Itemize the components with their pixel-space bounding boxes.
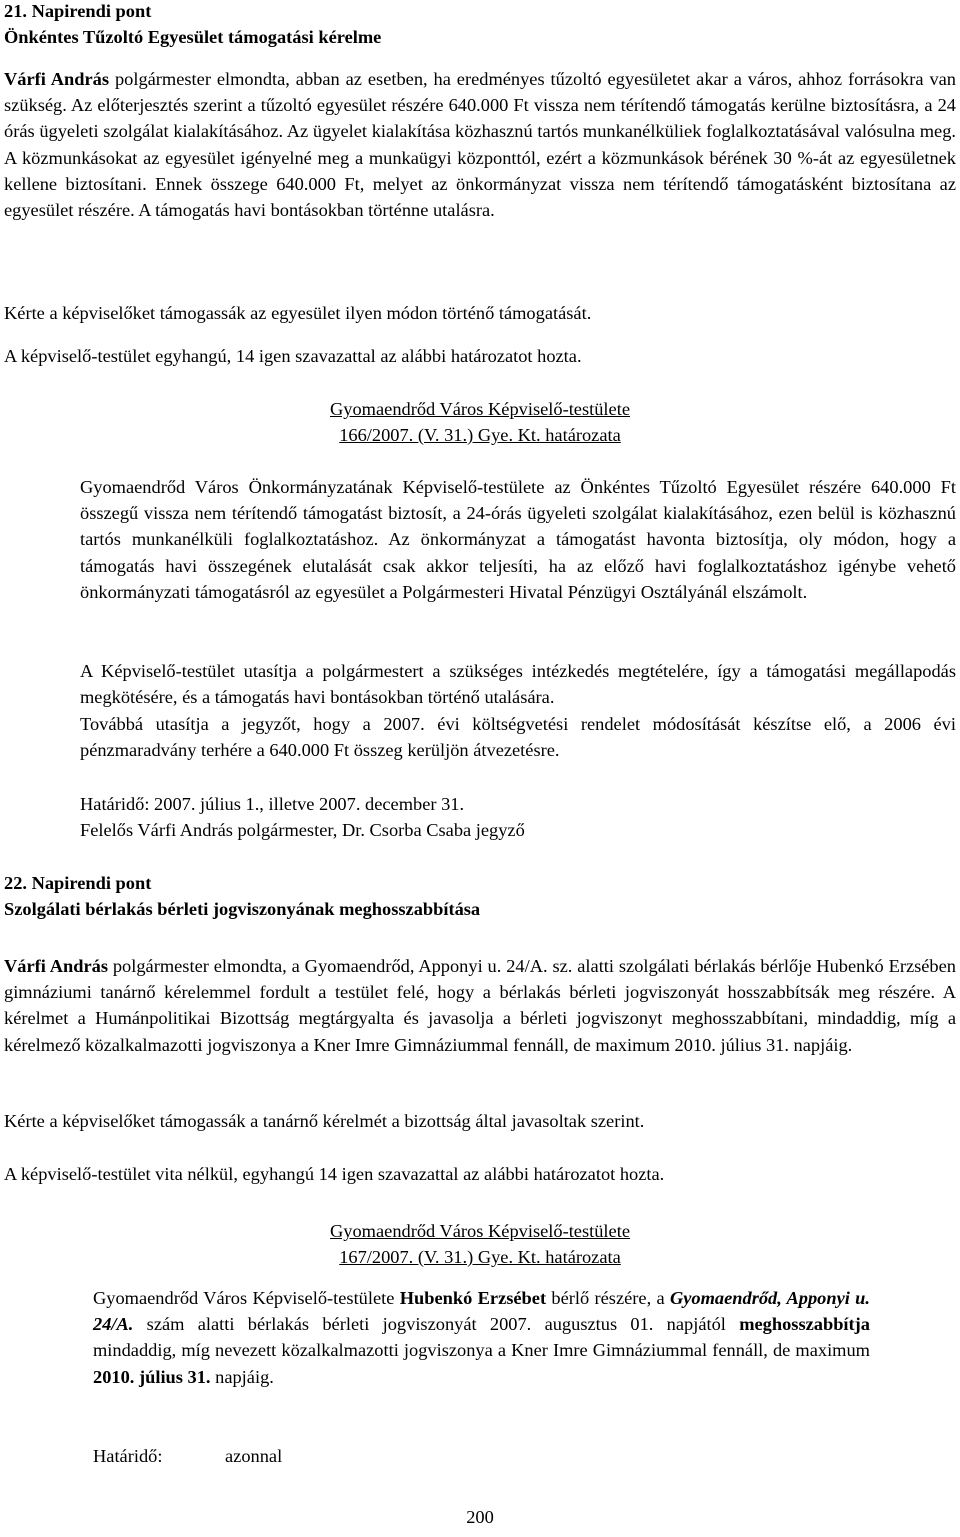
- page-number: 200: [466, 1507, 494, 1527]
- maximum-date: 2010. július 31.: [93, 1366, 211, 1387]
- resolution-167-body: Gyomaendrőd Város Képviselő-testülete: [330, 1221, 630, 1241]
- resolution-text-part: napjáig.: [210, 1366, 274, 1387]
- item21-vote: A képviselő-testület egyhangú, 14 igen szavazattal az alábbi határozatot hozta.: [4, 346, 582, 366]
- item22-request: Kérte a képviselőket támogassák a tanárnő kérelmét a bizottság által javasoltak szerint.: [4, 1111, 645, 1131]
- item21-request: Kérte a képviselőket támogassák az egyesület ilyen módon történő támogatását.: [4, 303, 592, 323]
- resolution-167-deadline-label: Határidő:: [93, 1446, 163, 1466]
- extension-verb: meghosszabbítja: [739, 1314, 870, 1335]
- resolution-166-number: 166/2007. (V. 31.) Gye. Kt. határozata: [339, 425, 621, 445]
- resolution-text-part: Gyomaendrőd Város Képviselő-testülete: [93, 1288, 400, 1308]
- resolution-167-number: 167/2007. (V. 31.) Gye. Kt. határozata: [339, 1247, 621, 1267]
- item22-title: Szolgálati bérlakás bérleti jogviszonyának meghosszabbítása: [4, 899, 481, 919]
- item22-vote: A képviselő-testület vita nélkül, egyhangú 14 igen szavazattal az alábbi határozatot hozta.: [4, 1164, 665, 1184]
- resolution-166-para-3: Továbbá utasítja a jegyzőt, hogy a 2007. évi költségvetési rendelet módosítását készítse elő, a 2006 évi pénzmaradvány terhére a 640.000 Ft összeg kerüljön átvezetésre.: [80, 714, 956, 761]
- resolution-166-deadline: Határidő: 2007. július 1., illetve 2007. december 31.: [80, 794, 465, 814]
- item21-intro-text: polgármester elmondta, abban az esetben, ha eredményes tűzoltó egyesületet akar a város, ahhoz forrásokra van szükség. Az előterjesztés szerint a tűzoltó egyesület részére 640.000 Ft vissza nem térítendő támogatás kerülne biztosításra, a 24 órás ügyeleti szolgálat kialakításához. Az ügyelet kialakítása közhasznú tartós munkanélküliek foglalkoztatásával valósulna meg. A közmunkásokat az egyesület igényelné meg a munkaügyi központtól, ezért a közmunkások bérének 30 %-át az egyesületnek kellene biztosítani. Ennek összege 640.000 Ft, melyet az önkormányzat vissza nem térítendő támogatásként biztosítana az egyesület részére. A támogatás havi bontásokban történne utalásra.: [4, 69, 956, 221]
- resolution-166-para-1: Gyomaendrőd Város Önkormányzatának Képviselő-testülete az Önkéntes Tűzoltó Egyesület részére 640.000 Ft összegű vissza nem térítendő támogatást biztosít, a 24-órás ügyeleti szolgálat kialakításához, ezen belül is közhasznú tartós munkanélküli foglalkoztatáshoz. Az önkormányzat a támogatást havonta biztosítja, oly módon, hogy a támogatás havi összegének elutalását csak akkor teljesíti, ha az előző havi foglalkoztatáshoz igénybe vehető önkormányzati támogatásról az egyesület a Polgármesteri Hivatal Pénzügyi Osztályánál elszámolt.: [80, 477, 956, 602]
- property-address: Gyomaendrőd, Apponyi u. 24/A.: [93, 1288, 870, 1335]
- speaker-name: Várfi András: [4, 956, 108, 976]
- item22-intro: [4, 953, 956, 1058]
- resolution-text-part: mindaddig, míg nevezett közalkalmazotti jogviszonya a Kner Imre Gimnáziummal fennáll, de maximum: [93, 1340, 870, 1361]
- item21-number: 21. Napirendi pont: [4, 1, 152, 21]
- tenant-name: Hubenkó Erzsébet: [399, 1288, 547, 1308]
- item21-intro: [4, 66, 956, 223]
- speaker-name: Várfi András: [4, 69, 110, 89]
- resolution-167-deadline-value: azonnal: [225, 1446, 283, 1466]
- item21-title: Önkéntes Tűzoltó Egyesület támogatási kérelme: [4, 27, 382, 47]
- resolution-167-text: [93, 1285, 870, 1390]
- resolution-text-part: szám alatti bérlakás bérleti jogviszonyát 2007. augusztus 01. napjától: [133, 1314, 740, 1335]
- resolution-text-part: bérlő részére, a: [546, 1288, 670, 1308]
- resolution-166-body: Gyomaendrőd Város Képviselő-testülete: [330, 399, 630, 419]
- item22-number: 22. Napirendi pont: [4, 873, 152, 893]
- resolution-166-para-2: A Képviselő-testület utasítja a polgármestert a szükséges intézkedés megtételére, így a támogatási megállapodás megkötésére, és a támogatás havi bontásokban történő utalására.: [80, 661, 956, 708]
- item22-intro-text: polgármester elmondta, a Gyomaendrőd, Apponyi u. 24/A. sz. alatti szolgálati bérlakás bérlője Hubenkó Erzsében gimnáziumi tanárnő kérelemmel fordult a testület felé, hogy a bérlakás bérleti jogviszonyát hosszabbítsák meg részére. A kérelmet a Humánpolitikai Bizottság megtárgyalta és javasolja a bérleti jogviszonyt meghosszabbítani, mindaddig, míg a kérelmező közalkalmazotti jogviszonya a Kner Imre Gimnáziummal fennáll, de maximum 2010. július 31. napjáig.: [4, 956, 956, 1055]
- resolution-166-responsible: Felelős Várfi András polgármester, Dr. Csorba Csaba jegyző: [80, 820, 525, 840]
